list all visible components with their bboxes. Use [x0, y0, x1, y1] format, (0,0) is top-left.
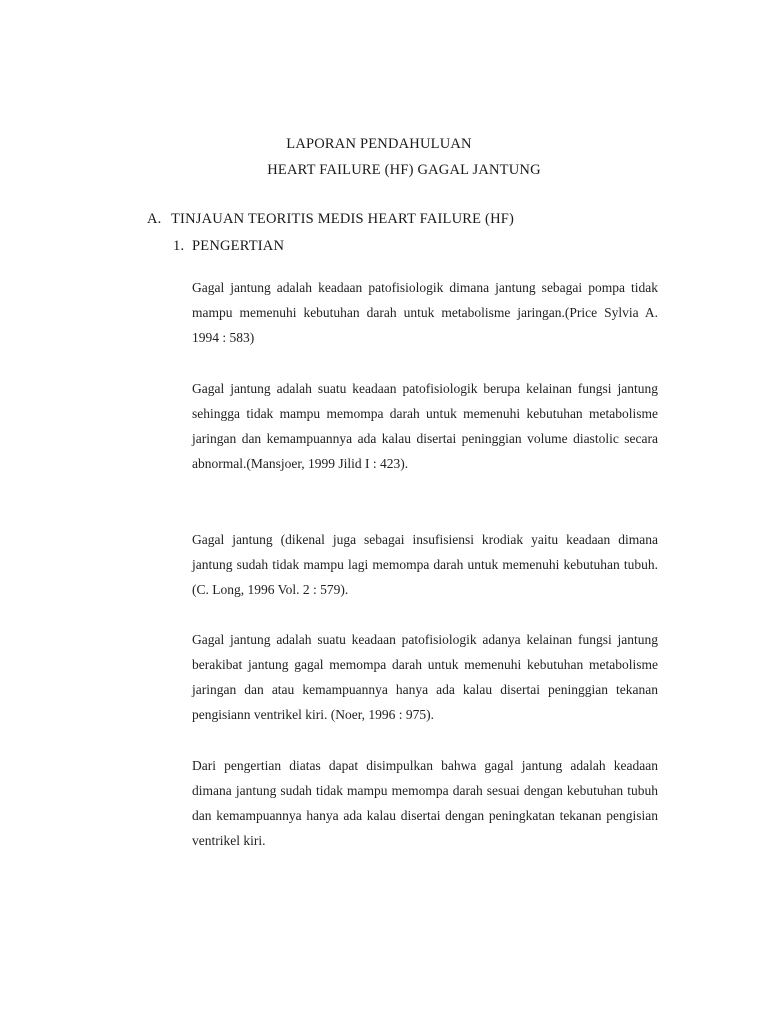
paragraph-5: Dari pengertian diatas dapat disimpulkan bahwa gagal jantung adalah keadaan dimana jantung sudah tidak mampu memompa darah sesuai dengan kebutuhan tubuh dan kemampuannya hanya ada kalau disertai dengan peningkatan tekanan pengisian ventrikel kiri.: [192, 757, 658, 849]
section-heading-text: TINJAUAN TEORITIS MEDIS HEART FAILURE (HF): [171, 211, 515, 227]
document-subtitle: HEART FAILURE (HF) GAGAL JANTUNG: [267, 162, 541, 178]
section-heading: [147, 211, 514, 228]
document-title: LAPORAN PENDAHULUAN: [286, 136, 472, 152]
paragraph-3: Gagal jantung (dikenal juga sebagai insufisiensi krodiak yaitu keadaan dimana jantung sudah tidak mampu lagi memompa darah untuk memenuhi kebutuhan tubuh. (C. Long, 1996 Vol. 2 : 579).: [192, 531, 658, 597]
subsection-heading-text: PENGERTIAN: [192, 238, 285, 254]
subsection-number: 1.: [173, 238, 185, 254]
paragraph-2: Gagal jantung adalah suatu keadaan patofisiologik berupa kelainan fungsi jantung sehingga tidak mampu memompa darah untuk memenuhi kebutuhan metabolisme jaringan dan kemampuannya ada kalau disertai peninggian volume diastolic secara abnormal.(Mansjoer, 1999 Jilid I : 423).: [192, 380, 658, 472]
paragraph-4: Gagal jantung adalah suatu keadaan patofisiologik adanya kelainan fungsi jantung berakibat jantung gagal memompa darah untuk memenuhi kebutuhan metabolisme jaringan dan atau kemampuannya hanya ada kalau disertai peninggian tekanan pengisiann ventrikel kiri. (Noer, 1996 : 975).: [192, 631, 658, 723]
subsection-heading: [173, 238, 284, 255]
paragraph-1: Gagal jantung adalah keadaan patofisiologik dimana jantung sebagai pompa tidak mampu memenuhi kebutuhan darah untuk metabolisme jaringan.(Price Sylvia A. 1994 : 583): [192, 279, 658, 345]
section-letter: A.: [147, 211, 162, 227]
